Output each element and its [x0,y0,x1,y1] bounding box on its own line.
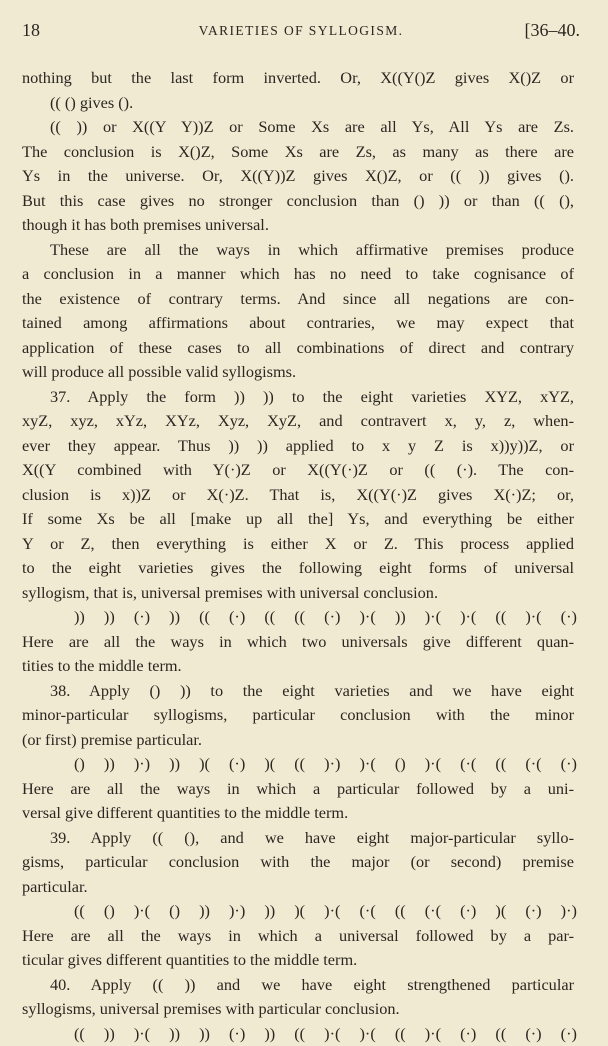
section-range: [36–40. [525,20,581,41]
text-line: (or first) premise particular. [22,728,574,753]
text-line: ever they appear. Thus )) )) applied to x y Z is x))y))Z, or [22,434,574,459]
text-line: Ys in the universe. Or, X((Y))Z gives X()Z, or (( )) gives (). [22,164,574,189]
text-line: tained among affirmations about contraries, we may expect that [22,311,574,336]
symbol-row: (( )) )·( )) )) (·) )) (( )·( )·( (( )·( (·) (( (·) (·) [22,1022,574,1046]
text-line: application of these cases to all combinations of direct and contrary [22,336,574,361]
text-line: to the eight varieties gives the following eight forms of universal [22,556,574,581]
symbol-row: () )) )·) )) )( (·) )( (( )·) )·( () )·( (·( (( (·( (·) [22,752,574,777]
text-line: xyZ, xyz, xYz, XYz, Xyz, XyZ, and contravert x, y, z, when- [22,409,574,434]
running-title: VARIETIES OF SYLLOGISM. [22,23,580,39]
page-number: 18 [22,20,40,41]
text-line: minor-particular syllogisms, particular conclusion with the minor [22,703,574,728]
text-line: These are all the ways in which affirmative premises produce [22,238,574,263]
text-line: 40. Apply (( )) and we have eight strengthened particular [22,973,574,998]
text-line: But this case gives no stronger conclusion than () )) or than (( (), [22,189,574,214]
text-line: 38. Apply () )) to the eight varieties and we have eight [22,679,574,704]
text-line: versal give different quantities to the middle term. [22,801,574,826]
text-line: ticular gives different quantities to the middle term. [22,948,574,973]
text-line: 39. Apply (( (), and we have eight major-particular syllo- [22,826,574,851]
text-line: Here are all the ways in which a particular followed by a uni- [22,777,574,802]
text-line: Here are all the ways in which a universal followed by a par- [22,924,574,949]
text-line: Here are all the ways in which two universals give different quan- [22,630,574,655]
text-line: If some Xs be all [make up all the] Ys, and everything be either [22,507,574,532]
text-line: gisms, particular conclusion with the major (or second) premise [22,850,574,875]
text-line: syllogisms, universal premises with particular conclusion. [22,997,574,1022]
page-header [22,20,580,44]
symbol-row: (( () )·( () )) )·) )) )( )·( (·( (( (·( (·) )( (·) )·) [22,899,574,924]
text-line: (( )) or X((Y Y))Z or Some Xs are all Ys, All Ys are Zs. [22,115,574,140]
text-line: 37. Apply the form )) )) to the eight varieties XYZ, xYZ, [22,385,574,410]
text-line: a conclusion in a manner which has no need to take cognisance of [22,262,574,287]
text-line: nothing but the last form inverted. Or, X((Y()Z gives X()Z or [22,66,574,91]
text-line: Y or Z, then everything is either X or Z. This process applied [22,532,574,557]
text-line: the existence of contrary terms. And since all negations are con- [22,287,574,312]
text-line: particular. [22,875,574,900]
symbol-row: )) )) (·) )) (( (·) (( (( (·) )·( )) )·( )·( (( )·( (·) [22,605,574,630]
text-line: though it has both premises universal. [22,213,574,238]
text-line: (( () gives (). [22,91,574,116]
text-line: tities to the middle term. [22,654,574,679]
text-line: The conclusion is X()Z, Some Xs are Zs, as many as there are [22,140,574,165]
text-line: syllogism, that is, universal premises with universal conclusion. [22,581,574,606]
text-line: will produce all possible valid syllogisms. [22,360,574,385]
text-line: X((Y combined with Y(·)Z or X((Y(·)Z or (( (·). The con- [22,458,574,483]
page-body [22,66,574,1046]
text-line: clusion is x))Z or X(·)Z. That is, X((Y(·)Z gives X(·)Z; or, [22,483,574,508]
